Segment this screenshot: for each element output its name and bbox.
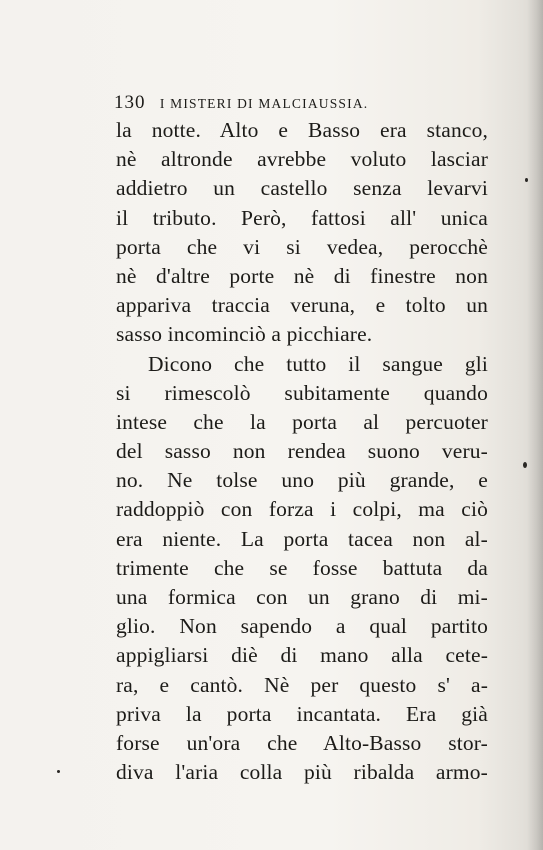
text-line: forse un'ora che Alto-Basso stor-	[116, 730, 488, 755]
text-line: del sasso non rendea suono veru-	[116, 439, 488, 464]
text-line: porta che vi si vedea, perocchè	[116, 234, 488, 259]
ink-speck	[525, 178, 528, 182]
running-title: I MISTERI DI MALCIAUSSIA.	[159, 96, 369, 111]
text-line: ra, e cantò. Nè per questo s' a-	[116, 672, 488, 697]
text-line: una formica con un grano di mi-	[116, 585, 488, 609]
text-line: era niente. La porta tacea non al-	[116, 526, 488, 551]
text-line: no. Ne tolse uno più grande, e	[116, 468, 488, 493]
text-line: appariva traccia veruna, e tolto un	[116, 293, 488, 318]
text-line: il tributo. Però, fattosi all' unica	[116, 205, 488, 230]
paragraph	[116, 116, 488, 350]
text-line: trimente che se fosse battuta da	[116, 555, 488, 580]
text-line: appigliarsi diè di mano alla cete-	[116, 643, 488, 668]
page-number: 130	[114, 92, 146, 113]
text-line: priva la porta incantata. Era già	[116, 701, 488, 726]
text-line: sasso incominciò a picchiare.	[116, 322, 373, 347]
paragraph	[116, 350, 488, 788]
ink-speck	[523, 462, 527, 468]
text-line: nè altronde avrebbe voluto lasciar	[116, 147, 488, 172]
ink-speck	[57, 770, 60, 773]
text-line: intese che la porta al percuoter	[116, 409, 488, 434]
text-line: glio. Non sapendo a qual partito	[116, 614, 488, 639]
text-line: raddoppiò con forza i colpi, ma ciò	[116, 497, 488, 522]
text-line: Dicono che tutto il sangue gli	[148, 351, 488, 376]
body-text	[116, 116, 488, 787]
page-edge-shadow	[527, 0, 543, 850]
text-line: si rimescolò subitamente quando	[116, 380, 488, 405]
text-line: nè d'altre porte nè di finestre non	[116, 263, 488, 288]
text-line: diva l'aria colla più ribalda armo-	[116, 760, 488, 785]
text-line: addietro un castello senza levarvi	[116, 176, 488, 201]
running-head	[114, 92, 454, 114]
text-line: la notte. Alto e Basso era stanco,	[116, 118, 488, 142]
